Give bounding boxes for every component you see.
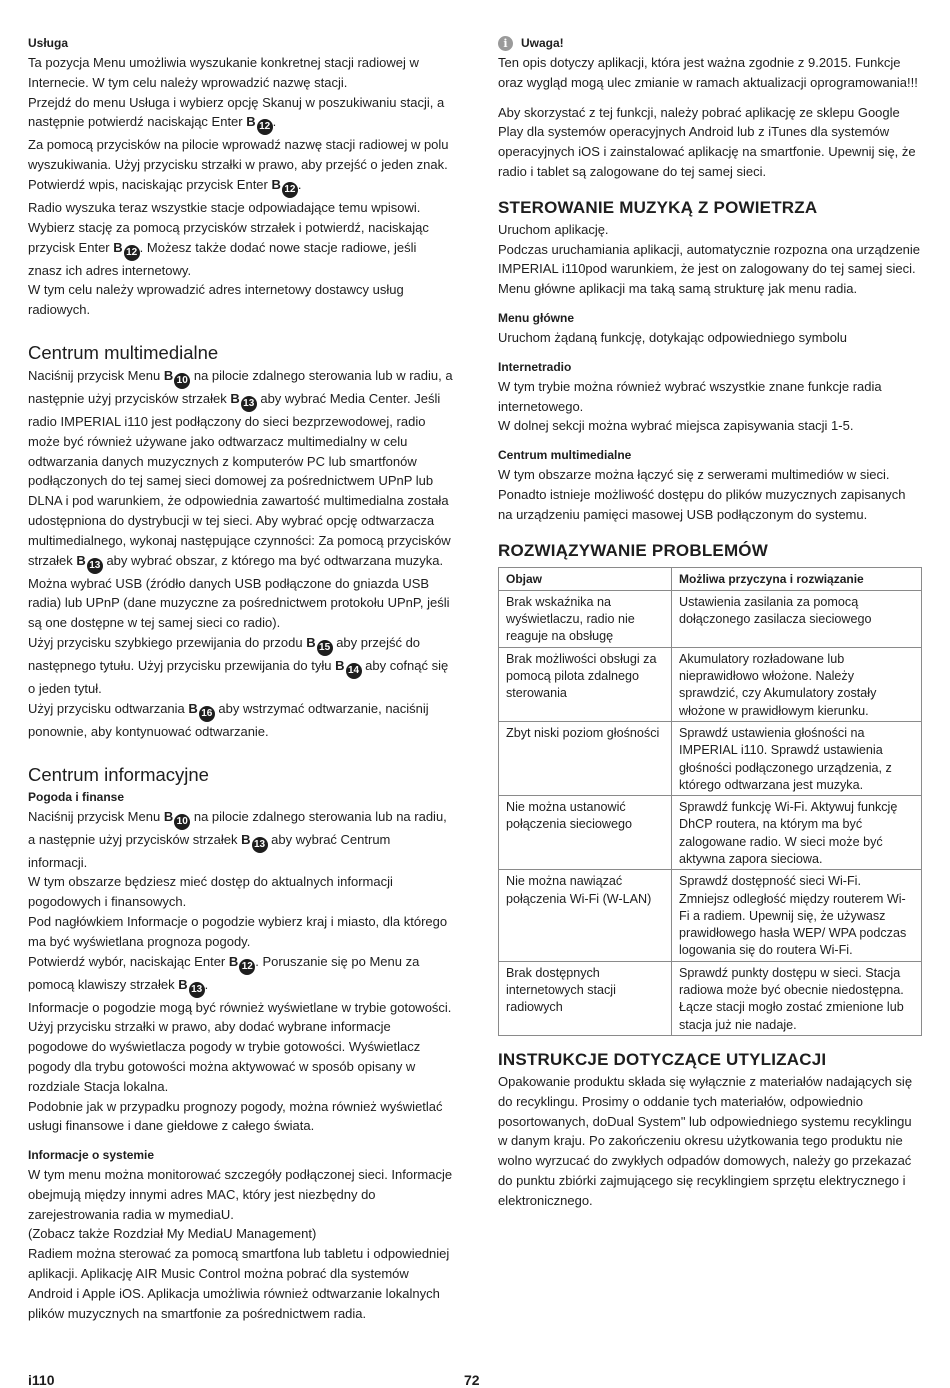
key-badge-12: 12	[257, 119, 273, 135]
solution-cell: Sprawdź funkcję Wi-Fi. Aktywuj funkcję DhCP routera, na którym ma być zalogowane radio. W sieci może być aktywna zapora sieciowa.	[672, 796, 922, 870]
sterowanie-p3: Menu główne aplikacji ma taką samą strukturę jak menu radia.	[498, 281, 858, 297]
centrum-multi-right-heading: Centrum multimedialne	[498, 448, 632, 463]
symptom-cell: Zbyt niski poziom głośności	[499, 721, 672, 795]
usluga-heading: Usługa	[28, 36, 69, 50]
symptom-cell: Brak dostępnych internetowych stacji radiowych	[499, 961, 672, 1035]
usluga-p3: Za pomocą przycisków na pilocie wprowadź nazwę stacji radiowej w polu wyszukiwania. Użyj przycisku strzałki w prawo, aby przejść o jeden znak. Potwierdź wpis, naciskając przycisk Enter B 12 .	[28, 135, 453, 198]
solution-cell: Sprawdź punkty dostępu w sieci. Stacja radiowa może być obecnie niedostępna. Łącze stacji mogło zostać zmienione lub stacja już nie nadaje.	[672, 961, 922, 1035]
pogoda-p7: Podobnie jak w przypadku prognozy pogody, można również wyświetlać usługi finansowe i dane giełdowe z całego świata.	[28, 1098, 443, 1134]
pogoda-p5: Informacje o pogodzie mogą być również wyświetlane w trybie gotowości.	[28, 999, 452, 1015]
multi-p2: Można wybrać USB (źródło danych USB podłączone do gniazda USB radia) lub UPnP (dane muzyczne za pośrednictwem protokołu UPnP, jeśli są one dostępne w tej samej sieci co radio).	[28, 575, 450, 631]
table-row	[499, 870, 922, 961]
solution-cell: Ustawienia zasilania za pomocą dołączonego zasilacza sieciowego	[672, 590, 922, 647]
utylizacja-text: Opakowanie produktu składa się wyłącznie z materiałów nadających się do recyklingu. Prosimy o oddanie tych materiałów, odpowiednio posortowanych, doDual System" lub odpowiedniego systemu recyklingu w danym kraju. Po zakończeniu okresu użytkowania tego produktu nie wolno wyrzucać do zwykłych odpadów domowych, należy go przekazać do punktu zbiórki zajmującego się recyklingiem sprzętu elektrycznego i elektronicznego.	[498, 1073, 913, 1208]
pogoda-p1: Naciśnij przycisk Menu B 10 na pilocie zdalnego sterowania lub na radiu, a następnie użyj przycisków strzałek B 13 aby wybrać Centrum informacji.	[28, 808, 447, 870]
note-header	[498, 34, 922, 53]
internetradio-p2: W dolnej sekcji można wybrać miejsca zapisywania stacji 1-5.	[498, 418, 854, 434]
troubleshooting-table	[498, 567, 922, 1036]
sterowanie-p1: Uruchom aplikację.	[498, 221, 609, 237]
centrum-multi-right-text: W tym obszarze można łączyć się z serwerami multimediów w sieci. Ponadto istnieje możliwość dostępu do plików muzycznych zapisanych na urządzeniu pamięci masowej USB podłączonym do systemu.	[498, 467, 906, 522]
footer-model: i110	[28, 1372, 55, 1388]
key-badge-14: 14	[346, 663, 362, 679]
sterowanie-p2: Podczas uruchamiania aplikacji, automatycznie rozpozna ona urządzenie IMPERIAL i110pod warunkiem, że jest on zalogowany do tej samej sieci.	[498, 241, 921, 277]
uwaga-heading: Uwaga!	[521, 36, 564, 50]
key-badge-16: 16	[199, 706, 215, 722]
key-badge-12: 12	[282, 182, 298, 198]
key-badge-10: 10	[174, 814, 190, 830]
usluga-p1: Ta pozycja Menu umożliwia wyszukanie konkretnej stacji radiowej w Internecie. W tym celu należy wprowadzić nazwę stacji.	[28, 55, 419, 90]
symptom-cell: Nie można nawiązać połączenia Wi-Fi (W-LAN)	[499, 870, 672, 961]
table-row	[499, 590, 922, 647]
system-p2: (Zobacz także Rozdział My MediaU Management)	[28, 1226, 317, 1242]
app-text: Aby skorzystać z tej funkcji, należy pobrać aplikację ze sklepu Google Play dla systemów operacyjnych Android lub z iTunes dla systemów operacyjnych iOS i zainstalować aplikację na smartfonie. Upewnij się, że radio i tablet są zalogowane do tej samej sieci.	[498, 104, 916, 179]
pogoda-p3: Pod nagłówkiem Informacje o pogodzie wybierz kraj i miasto, dla którego ma być wyświetlana prognoza pogody.	[28, 913, 448, 949]
key-badge-13: 13	[189, 982, 205, 998]
table-row	[499, 647, 922, 721]
key-badge-12: 12	[124, 245, 140, 261]
table-header-cell: Objaw	[499, 567, 672, 590]
menu-glowne-heading: Menu główne	[498, 310, 574, 325]
key-badge-12: 12	[239, 959, 255, 975]
problemy-heading: ROZWIĄZYWANIE PROBLEMÓW	[498, 540, 768, 560]
menu-glowne-text: Uruchom żądaną funkcję, dotykając odpowiedniego symbolu	[498, 329, 848, 345]
internetradio-heading: Internetradio	[498, 359, 572, 374]
table-row	[499, 721, 922, 795]
sterowanie-heading: STEROWANIE MUZYKĄ Z POWIETRZA	[498, 197, 818, 217]
system-p1: W tym menu można monitorować szczegóły podłączonej sieci. Informacje obejmują między innymi adres MAC, który jest niezbędny do zarejestrowania radia w mymediaU.	[28, 1167, 453, 1222]
solution-cell: Sprawdź dostępność sieci Wi-Fi. Zmniejsz odległość między routerem Wi-Fi a radiem. Upewnij się, że używasz prawidłowego hasła WEP/ WPA podczas logowania się do routera Wi-Fi.	[672, 870, 922, 961]
right-column	[498, 34, 922, 1211]
uwaga-text: Ten opis dotyczy aplikacji, która jest ważna zgodnie z 9.2015. Funkcje oraz wygląd mogą ulec zmianie w ramach aktualizacji oprogramowania!!!	[498, 55, 918, 90]
centrum-informacyjne-heading: Centrum informacyjne	[28, 763, 209, 785]
page-number: 72	[464, 1372, 480, 1388]
multi-p3: Użyj przycisku szybkiego przewijania do przodu B 15 aby przejść do następnego tytułu. Użyj przycisku przewijania do tyłu B 14 aby cofnąć się o jeden tytuł.	[28, 634, 449, 696]
system-heading: Informacje o systemie	[28, 1148, 155, 1163]
pogoda-p6: Użyj przycisku strzałki w prawo, aby dodać wybrane informacje pogodowe do wyświetlacza pogody w trybie gotowości. Wyświetlacz pogody dla trybu gotowości można aktywować w sposób opisany w rozdziale Stacja lokalna.	[28, 1019, 421, 1094]
key-badge-13: 13	[241, 396, 257, 412]
utylizacja-heading: INSTRUKCJE DOTYCZĄCE UTYLIZACJI	[498, 1049, 827, 1069]
key-badge-15: 15	[317, 640, 333, 656]
system-p3: Radiem można sterować za pomocą smartfona lub tabletu i odpowiedniej aplikacji. Aplikację AIR Music Control można pobrać dla systemów Android i Apple iOS. Aplikacja umożliwia również odtwarzanie lokalnych plików muzycznych na smartfonie za pośrednictwem radia.	[28, 1246, 450, 1321]
centrum-multimedialne-heading: Centrum multimedialne	[28, 341, 219, 363]
symptom-cell: Nie można ustanowić połączenia sieciowego	[499, 796, 672, 870]
pogoda-p2: W tym obszarze będziesz mieć dostęp do aktualnych informacji pogodowych i finansowych.	[28, 874, 393, 910]
solution-cell: Akumulatory rozładowane lub nieprawidłowo włożone. Należy sprawdzić, czy Akumulatory zostały włożone w prawidłowym kierunku.	[672, 647, 922, 721]
usluga-p2: Przejdź do menu Usługa i wybierz opcję Skanuj w poszukiwaniu stacji, a następnie potwierdź naciskając Enter B 12 .	[28, 93, 453, 136]
symptom-cell: Brak wskaźnika na wyświetlaczu, radio nie reaguje na obsługę	[499, 590, 672, 647]
info-icon: i	[498, 36, 513, 51]
table-header-row	[499, 567, 922, 590]
table-row	[499, 796, 922, 870]
internetradio-p1: W tym trybie można również wybrać wszystkie znane funkcje radia internetowego.	[498, 378, 882, 414]
key-badge-13: 13	[252, 837, 268, 853]
usluga-p5: W tym celu należy wprowadzić adres internetowy dostawcy usług radiowych.	[28, 282, 404, 318]
key-badge-13: 13	[87, 558, 103, 574]
left-column	[28, 34, 453, 1323]
table-row	[499, 961, 922, 1035]
symptom-cell: Brak możliwości obsługi za pomocą pilota zdalnego sterowania	[499, 647, 672, 721]
table-header-cell: Możliwa przyczyna i rozwiązanie	[672, 567, 922, 590]
pogoda-heading: Pogoda i finanse	[28, 789, 125, 804]
usluga-p4: Radio wyszuka teraz wszystkie stacje odpowiadające temu wpisowi. Wybierz stację za pomocą przycisków strzałek i potwierdź, naciskając przycisk Enter B 12 . Możesz także dodać nowe stacje radiowe, jeśli znasz ich adres internetowy.	[28, 199, 429, 278]
multi-p4: Użyj przycisku odtwarzania B 16 aby wstrzymać odtwarzanie, naciśnij ponownie, aby kontynuować odtwarzanie.	[28, 700, 429, 739]
key-badge-10: 10	[174, 373, 190, 389]
multi-p1: Naciśnij przycisk Menu B 10 na pilocie zdalnego sterowania lub w radiu, a następnie użyj przycisków strzałek B 13 aby wybrać Media Center. Jeśli radio IMPERIAL i110 jest podłączony do sieci bezprzewodowej, radio może być również używane jako odtwarzacz multimedialny w celu odtwarzania danych muzycznych z komputerów PC lub smartfonów podłączonych do tej samej sieci domowej za pośrednictwem UPnP lub DLNA i pod warunkiem, że odpowiednia zawartość multimedialna została udostępniona do dystrybucji w tej sieci. Aby wybrać opcję odtwarzacza multimedialnego, wykonaj następujące czynności: Za pomocą przycisków strzałek B 13 aby wybrać obszar, z którego ma być odtwarzana muzyka.	[28, 366, 453, 574]
solution-cell: Sprawdź ustawienia głośności na IMPERIAL i110. Sprawdź ustawienia głośności podłączonego urządzenia, z którego odtwarzana jest muzyka.	[672, 721, 922, 795]
pogoda-p4: Potwierdź wybór, naciskając Enter B 12 . Poruszanie się po Menu za pomocą klawiszy strzałek B 13 .	[28, 952, 453, 998]
